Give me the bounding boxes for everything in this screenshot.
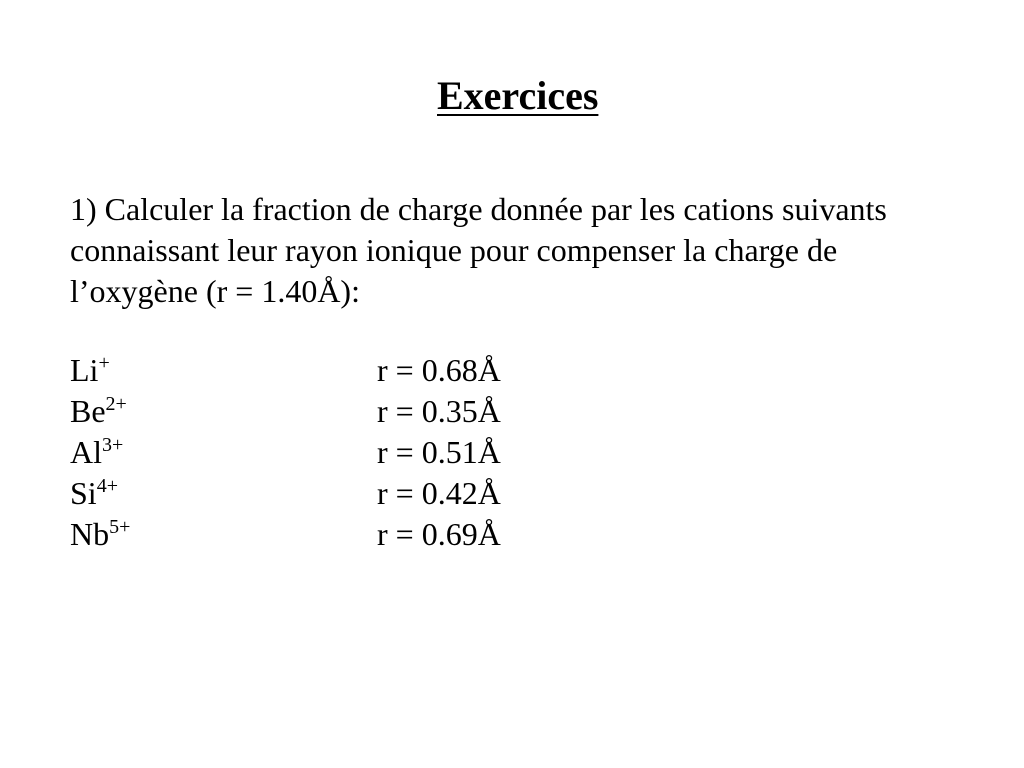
question-line: connaissant leur rayon ionique pour compenser la charge de: [70, 232, 838, 268]
ionic-radius: r = 0.42Å: [377, 475, 501, 511]
cation-row: [70, 432, 670, 473]
ion-charge: +: [98, 352, 110, 374]
element-symbol: Al: [70, 434, 102, 470]
question-line: 1) Calculer la fraction de charge donnée par les cations suivants: [70, 191, 887, 227]
cation-row: [70, 350, 670, 391]
element-symbol: Be: [70, 393, 106, 429]
ionic-radius: r = 0.51Å: [377, 434, 501, 470]
ion-charge: 5+: [109, 516, 131, 538]
cation-symbol: [70, 391, 127, 432]
cation-row: [70, 473, 670, 514]
ion-charge: 4+: [96, 475, 118, 497]
ionic-radius: r = 0.35Å: [377, 393, 501, 429]
cation-row: [70, 514, 670, 555]
ionic-radius: r = 0.68Å: [377, 352, 501, 388]
element-symbol: Si: [70, 475, 97, 511]
cation-symbol: [70, 514, 130, 555]
question-line: l’oxygène (r = 1.40Å):: [70, 273, 360, 309]
cation-symbol: [70, 432, 123, 473]
slide-title: Exercices: [437, 73, 599, 118]
ion-charge: 3+: [102, 434, 124, 456]
cation-symbol: [70, 473, 118, 514]
cation-list: [70, 350, 670, 555]
ionic-radius: r = 0.69Å: [377, 516, 501, 552]
exercise-question: [70, 189, 970, 312]
element-symbol: Nb: [70, 516, 110, 552]
ion-charge: 2+: [105, 393, 127, 415]
element-symbol: Li: [70, 352, 99, 388]
cation-row: [70, 391, 670, 432]
cation-symbol: [70, 350, 110, 391]
